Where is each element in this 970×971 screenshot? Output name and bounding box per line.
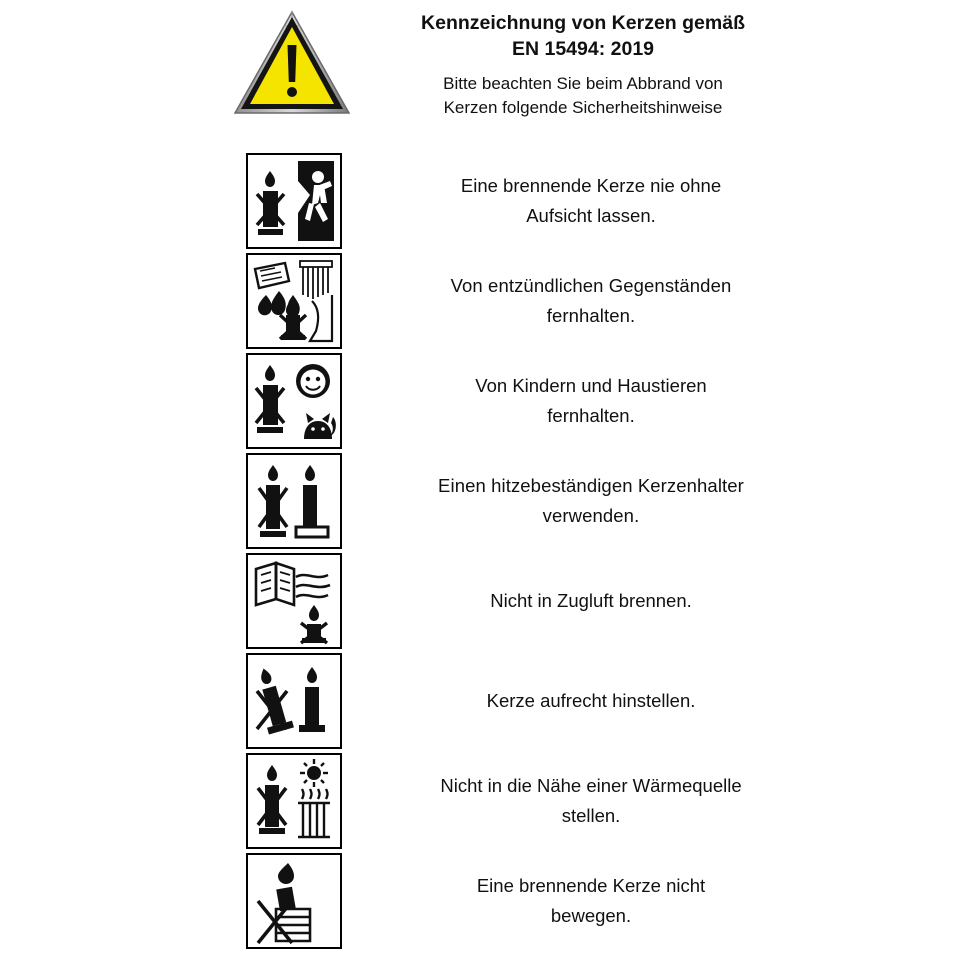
rule-7-line2: stellen. xyxy=(561,804,621,826)
list-item-text xyxy=(342,586,852,616)
candle-do-not-move-icon xyxy=(246,853,342,949)
list-item-text xyxy=(342,771,852,831)
rule-4-line2: verwenden. xyxy=(542,504,640,526)
list-item xyxy=(0,753,970,849)
candle-draught-icon xyxy=(246,553,342,649)
rule-4-line1: Einen hitzebeständigen Kerzenhalter xyxy=(438,474,744,496)
page-subtitle-line2: Kerzen folgende Sicherheitshinweise xyxy=(443,97,723,117)
header xyxy=(0,0,970,120)
list-item-text xyxy=(342,871,852,931)
rule-5-line1: Nicht in Zugluft brennen. xyxy=(490,589,692,611)
rule-8-line2: bewegen. xyxy=(550,904,632,926)
page-subtitle xyxy=(368,72,798,120)
candle-upright-icon xyxy=(246,653,342,749)
rule-1-line2: Aufsicht lassen. xyxy=(526,204,656,226)
list-item-text xyxy=(342,471,852,531)
candle-children-pets-icon xyxy=(246,353,342,449)
rule-7-line1: Nicht in die Nähe einer Wärmequelle xyxy=(440,774,742,796)
header-warning-sign-wrapper xyxy=(232,6,360,116)
list-item-text xyxy=(342,686,852,716)
candle-unattended-person-icon xyxy=(246,153,342,249)
rule-2-line2: fernhalten. xyxy=(546,304,636,326)
rule-8-line1: Eine brennende Kerze nicht xyxy=(476,874,706,896)
page-title-line2: EN 15494: 2019 xyxy=(511,38,655,61)
list-item xyxy=(0,553,970,649)
rule-2-line1: Von entzündlichen Gegenständen xyxy=(450,274,732,296)
rule-3-line1: Von Kindern und Haustieren xyxy=(475,374,707,396)
candle-heat-resistant-holder-icon xyxy=(246,453,342,549)
warning-triangle-exclamation-icon xyxy=(232,8,352,116)
page-title-line1: Kennzeichnung von Kerzen gemäß xyxy=(421,12,745,34)
candle-heat-source-icon xyxy=(246,753,342,849)
rule-3-line2: fernhalten. xyxy=(547,404,635,426)
list-item xyxy=(0,253,970,349)
candle-flammable-objects-icon xyxy=(246,253,342,349)
list-item xyxy=(0,353,970,449)
rule-1-line1: Eine brennende Kerze nie ohne xyxy=(460,174,722,196)
header-text-block xyxy=(360,6,798,120)
list-item xyxy=(0,153,970,249)
list-item-text xyxy=(342,271,852,331)
list-item-text xyxy=(342,371,852,431)
page-subtitle-line1: Bitte beachten Sie beim Abbrand von xyxy=(443,73,723,93)
page-title xyxy=(368,10,798,63)
list-item xyxy=(0,653,970,749)
rule-6-line1: Kerze aufrecht hinstellen. xyxy=(486,689,696,711)
safety-rules-list xyxy=(0,153,970,949)
list-item xyxy=(0,453,970,549)
list-item xyxy=(0,853,970,949)
list-item-text xyxy=(342,171,852,231)
